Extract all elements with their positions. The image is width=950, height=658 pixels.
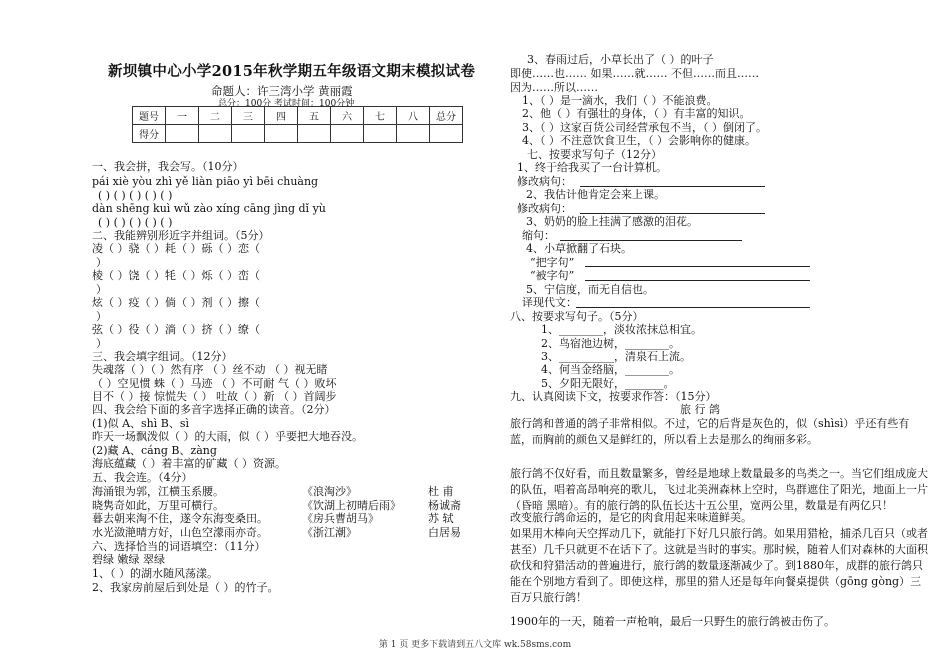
question-line: pái xiè yòu zhì yě liàn piāo yì bēi chuàng: [92, 175, 319, 188]
question-line: ( ) ( ) ( ) ( ) ( ): [98, 216, 173, 229]
score-cell[interactable]: [298, 125, 331, 143]
poem-line: 晓隽奇如此，万里可横行。: [92, 499, 224, 512]
question-line: 弦（ ）役（ ）淌（ ）挤（ ）缭（: [92, 323, 260, 336]
question-line: dàn shēng kuì wǔ zào xíng cāng jìng dǐ yù: [92, 202, 326, 215]
question-line: 九、认真阅读下文，按要求作答：（15分）: [510, 390, 717, 403]
question-line: 因为……所以……: [510, 81, 598, 94]
poem-line: 暮去朝来淘不住，遂令东海变桑田。: [92, 512, 268, 525]
answer-line[interactable]: [585, 266, 810, 267]
question-line: 棱（ ）饶（ ）牦（ ）烁（ ）峦（: [92, 269, 260, 282]
exam-title: 新坝镇中心小学2015年秋学期五年级语文期末模拟试卷: [108, 63, 476, 80]
poet-name: 苏 轼: [428, 512, 454, 525]
question-line: 4、何当金络脑，________。: [541, 363, 680, 376]
score-cell[interactable]: [364, 125, 397, 143]
question-line: 2、鸟宿池边树，________。: [541, 337, 680, 350]
score-cell: 得分: [133, 125, 166, 143]
question-line: 1、（ ）是一滴水，我们（ ）不能浪费。: [522, 94, 718, 107]
question-line: 5、宁信度，而无自信也。: [526, 283, 654, 296]
score-cell: 一: [166, 107, 199, 125]
score-cell[interactable]: [166, 125, 199, 143]
question-line: 昨天一场飘泼似（ ）的大雨，似（ ）乎要把大地吞没。: [92, 430, 363, 443]
question-line: 缩句：: [522, 229, 555, 242]
poem-title: 《浪淘沙》: [302, 485, 357, 498]
poet-name: 杨诚斋: [428, 499, 461, 512]
score-table-header-row: [133, 107, 463, 125]
question-line: 一、我会拼，我会写。（10分）: [92, 160, 244, 173]
answer-line[interactable]: [580, 213, 765, 214]
score-cell: 八: [397, 107, 430, 125]
question-line: 碧绿 嫩绿 翠绿: [92, 553, 165, 566]
answer-line[interactable]: [585, 280, 810, 281]
question-line: 修改病句：: [517, 202, 572, 215]
question-line: 2、我估计他肯定会来上课。: [526, 188, 665, 201]
question-line: “把字句”: [530, 256, 575, 269]
poem-title: 《饮湖上初晴后雨》: [302, 499, 401, 512]
score-cell: 题号: [133, 107, 166, 125]
question-line: 1、________，淡妆浓抹总相宜。: [541, 323, 702, 336]
passage-title: 旅 行 鸽: [680, 403, 720, 416]
question-line: 凌（ ）骁（ ）耗（ ）砾（ ）恋（: [92, 242, 260, 255]
score-cell[interactable]: [232, 125, 265, 143]
question-line: 3、__________，清泉石上流。: [541, 350, 691, 363]
question-line: 4、（ ）不注意饮食卫生，（ ）会影响你的健康。: [522, 134, 756, 147]
question-line: (1)似 A、shì B、sì: [92, 417, 190, 430]
question-line: 炫（ ）疫（ ）倘（ ）剂（ ）擦（: [92, 296, 260, 309]
question-line: 三、我会填字组词。（12分）: [92, 350, 233, 363]
question-line: 目不（ ）接 惊慌失（ ） 吐故（ ）新 （ ）首阔步: [92, 390, 337, 403]
meta-line: 总分：100分 考试时间：100分钟: [218, 99, 355, 109]
question-line: 五、我会连。（4分）: [92, 471, 193, 484]
question-line: 3、（ ）这家百货公司经营承包不当，（ ）倒闭了。: [522, 121, 767, 134]
question-line: ）: [96, 256, 107, 269]
question-line: ）: [96, 283, 107, 296]
score-cell: 五: [298, 107, 331, 125]
score-table: [132, 106, 463, 143]
score-cell[interactable]: [265, 125, 298, 143]
passage-paragraph: 旅行鸽不仅好看，而且数量繁多，曾经是地球上数量最多的鸟类之一。当它们组成庞大的队伍，唱着高昂响亮的歌儿，飞过北美洲森林上空时，鸟群遮住了阳光，地面上一片（昏暗 黑暗）。有的旅行鸽的队伍长达十五公里，宽两公里，数量是有两亿只！: [510, 467, 928, 512]
score-cell[interactable]: [331, 125, 364, 143]
question-line: 2、我家房前屋后到处是（ ）的竹子。: [92, 581, 279, 594]
passage-paragraph: 旅行鸽和普通的鸽子非常相似。不过，它的后背是灰色的，似（shìsì）乎还有些有蓝，而胸前的颜色又是鲜红的，所以看上去是那么的绚丽多彩。: [510, 417, 910, 446]
question-line: 1、终于给我买了一台计算机。: [517, 161, 667, 174]
question-line: 八、按要求写句子。（5分）: [510, 310, 644, 323]
question-line: （ ）空见惯 蛛（ ）马迹 （ ）不可耐 气（ ）败坏: [92, 377, 337, 390]
answer-line[interactable]: [580, 186, 765, 187]
question-line: 失魂落（ ）（ ）然有序 （ ）丝不动 （ ）视无睹: [92, 363, 328, 376]
poet-name: 白居易: [428, 526, 461, 539]
answer-line[interactable]: [560, 240, 742, 241]
score-cell: 二: [199, 107, 232, 125]
passage-paragraph: 改变旅行鸽命运的，是它的肉食用起来味道鲜美。: [510, 511, 752, 524]
question-line: 即使……也…… 如果……就…… 不但……而且……: [510, 67, 759, 80]
question-line: 2、他（ ）有强壮的身体，（ ）有丰富的知识。: [522, 107, 751, 120]
poem-line: 水光潋滟晴方好，山色空濛雨亦奇。: [92, 526, 268, 539]
question-line: 4、小草掀翻了石块。: [526, 242, 632, 255]
author-line: 命题人：许三湾小学 黄丽霞: [211, 84, 353, 98]
score-cell[interactable]: [199, 125, 232, 143]
score-cell: 三: [232, 107, 265, 125]
question-line: ( ) ( ) ( ) ( ) ( ): [98, 189, 173, 202]
question-line: 二、我能辨别形近字并组词。（5分）: [92, 229, 270, 242]
question-line: 译现代文：: [522, 296, 577, 309]
question-line: 四、我会给下面的多音字选择正确的读音。（2分）: [92, 403, 336, 416]
question-line: 5、夕阳无限好，_______。: [541, 377, 675, 390]
page-footer: 第 1 页 更多下载请到五八文库 wk.58sms.com: [378, 640, 572, 650]
poem-title: 《房兵曹胡马》: [302, 512, 379, 525]
passage-paragraph: 如果用木棒向天空挥动几下，就能打下好几只旅行鸽。如果用猎枪，捕杀几百只（或者 甚至）几千只就更不在话下了。这就是当时的事实。那时候，随着人们对森林的大面积砍伐和狩猎活动的普遍进行，旅行鸽的数量逐渐减少了。到1880年，成群的旅行鸽只能在个别地方看到了。即使这样，那里的猎人还是每年向餐桌提供（gōng gòng）三百万只旅行鸽！: [510, 527, 928, 604]
question-line: “被字句”: [530, 269, 575, 282]
question-line: (2)藏 A、cáng B、zàng: [92, 444, 217, 457]
question-line: 修改病句：: [517, 175, 572, 188]
question-line: 3、春雨过后，小草长出了（ ）的叶子: [527, 53, 714, 66]
question-line: 六、选择恰当的词语填空：（11分）: [92, 540, 266, 553]
score-cell: 四: [265, 107, 298, 125]
passage-paragraph: 1900年的一天，随着一声枪响，最后一只野生的旅行鸽被击伤了。: [510, 615, 835, 628]
score-cell: 七: [364, 107, 397, 125]
question-line: 海底蕴藏（ ）着丰富的矿藏（ ）资源。: [92, 457, 286, 470]
question-line: ）: [96, 337, 107, 350]
question-line: 七、按要求写句子（12分）: [527, 148, 662, 161]
poem-title: 《浙江潮》: [302, 526, 357, 539]
score-cell[interactable]: [430, 125, 463, 143]
question-line: ）: [96, 310, 107, 323]
question-line: 3、奶奶的脸上挂满了感激的泪花。: [526, 215, 698, 228]
score-cell[interactable]: [397, 125, 430, 143]
poem-line: 海涌银为郭，江横玉系腰。: [92, 485, 224, 498]
score-cell: 总分: [430, 107, 463, 125]
score-cell: 六: [331, 107, 364, 125]
poet-name: 杜 甫: [428, 485, 454, 498]
question-line: 1、（ ）的湖水随风荡漾。: [92, 567, 218, 580]
score-table-score-row: [133, 125, 463, 143]
answer-line[interactable]: [576, 307, 810, 308]
